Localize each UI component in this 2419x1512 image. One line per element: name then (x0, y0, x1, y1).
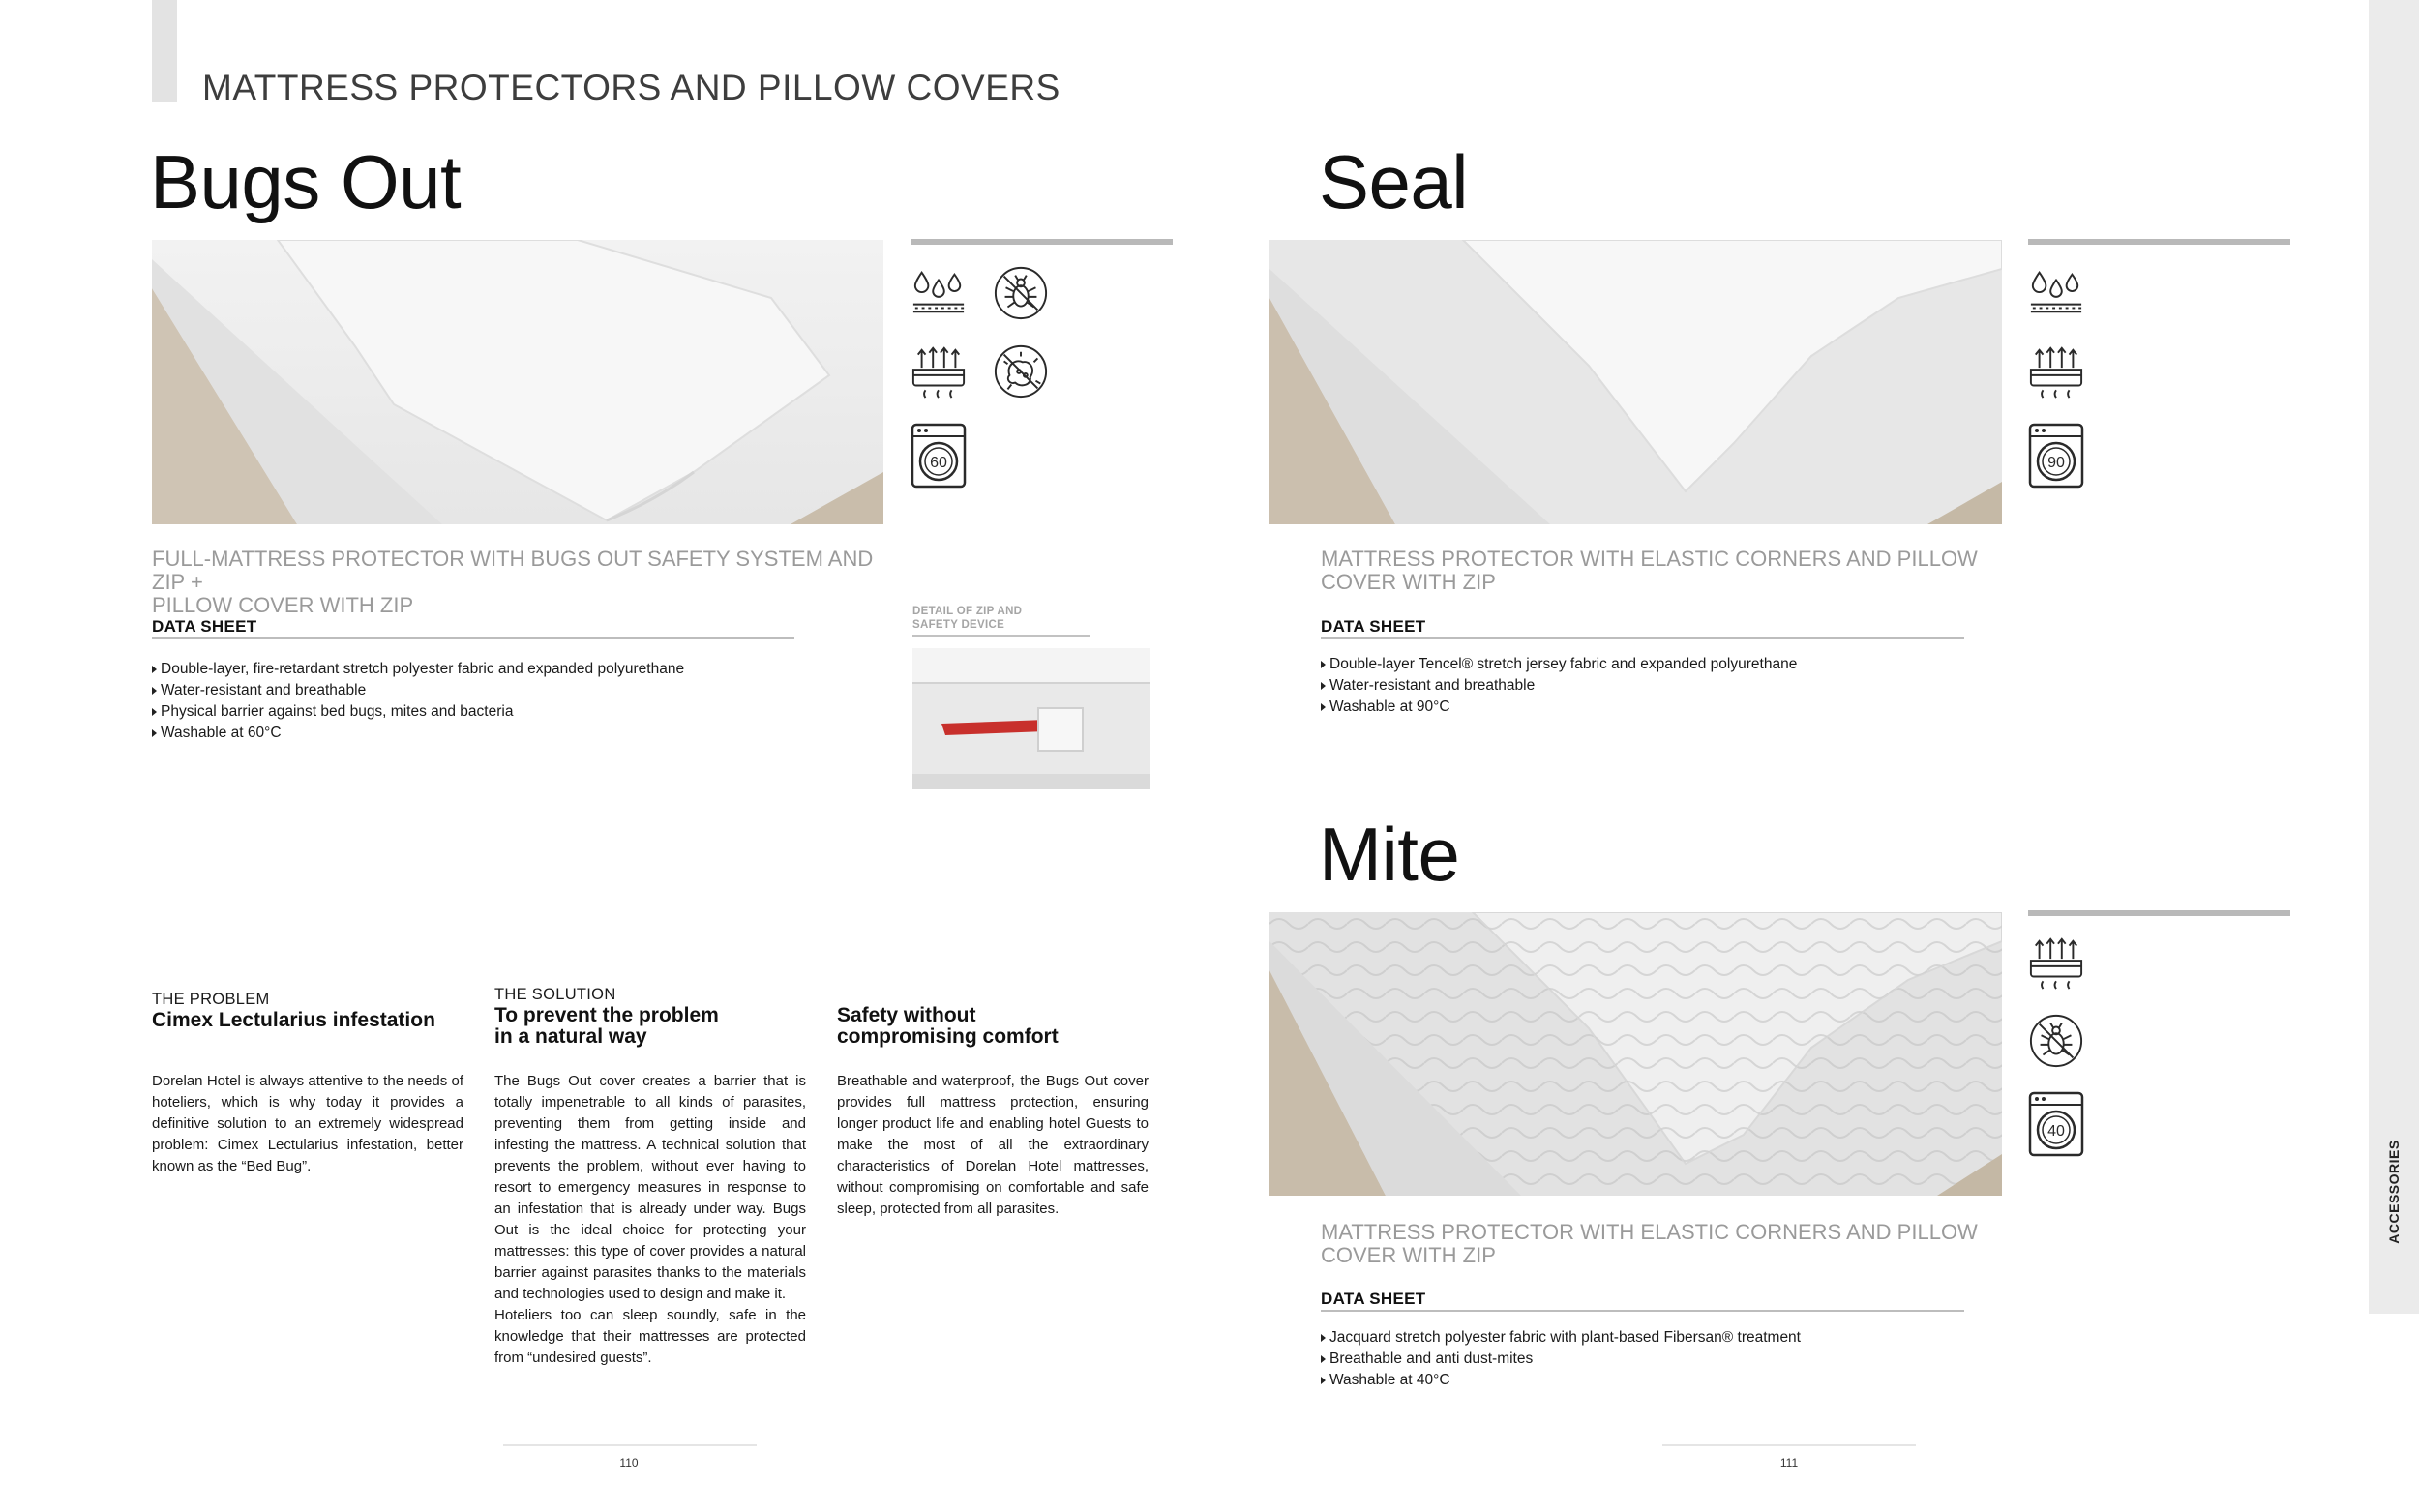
bugs-out-wash-temp: 60 (930, 455, 947, 471)
mite-icon-rule (2028, 910, 2290, 916)
page-number-left: 110 (619, 1456, 639, 1469)
list-item: Jacquard stretch polyester fabric with plant-based Fibersan® treatment (1321, 1327, 1801, 1349)
breathable-icon (2028, 934, 2084, 991)
seal-product-photo (1269, 240, 2002, 524)
problem-kicker: THE PROBLEM (152, 991, 270, 1008)
list-item: Physical barrier against bed bugs, mites and bacteria (152, 701, 684, 723)
washing-machine-icon (2028, 1091, 2084, 1157)
bugs-out-data-sheet-label: DATA SHEET (152, 617, 257, 636)
breathable-icon (911, 343, 967, 400)
mite-bullet-list (1321, 1327, 1801, 1391)
mite-data-sheet-rule (1321, 1310, 1964, 1312)
list-item: Double-layer Tencel® stretch jersey fabric and expanded polyurethane (1321, 654, 1797, 675)
section-title: MATTRESS PROTECTORS AND PILLOW COVERS (202, 68, 1060, 107)
mite-wash-temp: 40 (2047, 1123, 2065, 1140)
problem-body: Dorelan Hotel is always attentive to the needs of hoteliers, which is why today it provides a definitive solution to an extremely widespread problem: Cimex Lectularius infestation, better known as the “Bed Bug”. (152, 1073, 463, 1174)
anti-bedbug-icon (993, 265, 1049, 321)
waterproof-icon (911, 265, 967, 321)
list-item: Washable at 40°C (1321, 1370, 1801, 1391)
mite-subtitle: MATTRESS PROTECTOR WITH ELASTIC CORNERS AND PILLOW COVER WITH ZIP (1321, 1220, 1978, 1267)
side-tab-label: ACCESSORIES (2386, 1140, 2402, 1244)
waterproof-icon (2028, 265, 2084, 321)
list-item: Washable at 90°C (1321, 697, 1797, 718)
list-item: Breathable and anti dust-mites (1321, 1349, 1801, 1370)
page-number-right: 111 (1779, 1456, 1799, 1469)
seal-icon-rule (2028, 239, 2290, 245)
solution-kicker: THE SOLUTION (494, 986, 616, 1003)
detail-caption: DETAIL OF ZIP AND SAFETY DEVICE (912, 606, 1023, 631)
bugs-out-data-sheet-rule (152, 637, 794, 639)
list-item: Washable at 60°C (152, 723, 684, 744)
mite-title: Mite (1319, 812, 1460, 897)
washing-machine-icon (2028, 423, 2084, 489)
list-item: Double-layer, fire-retardant stretch polyester fabric and expanded polyurethane (152, 659, 684, 680)
safety-heading: Safety without compromising comfort (837, 1004, 1059, 1048)
seal-data-sheet-rule (1321, 637, 1964, 639)
breathable-icon (2028, 343, 2084, 400)
solution-body: The Bugs Out cover creates a barrier that is totally impenetrable to all kinds of parasites, preventing them from getting inside and infesting the mattress. A technical solution that prevents the problem, without ever having to resort to emergency measures in response to an infestation that is already under way. Bugs Out is the ideal choice for protecting your mattresses: this type of cover provides a natural barrier against parasites thanks to the materials and technologies used to design and make it. Hoteliers too can sleep soundly, safe in the knowledge that their mattresses are protected from “undesired guests”. (494, 1073, 806, 1366)
seal-title: Seal (1319, 139, 1469, 224)
seal-wash-temp: 90 (2047, 455, 2065, 471)
seal-bullet-list (1321, 654, 1797, 718)
washing-machine-icon (911, 423, 967, 489)
page-footer-rule-right (1662, 1444, 1916, 1446)
solution-heading: To prevent the problem in a natural way (494, 1004, 719, 1048)
list-item: Water-resistant and breathable (152, 680, 684, 701)
bugs-out-title: Bugs Out (150, 139, 462, 224)
safety-body: Breathable and waterproof, the Bugs Out cover provides full mattress protection, ensuring longer product life and enabling hotel Guests to make the most of all the extraordinary characteristics of Dorelan Hotel mattresses, without compromising on comfortable and safe sleep, protected from all parasites. (837, 1073, 1149, 1217)
header-accent-bar (152, 0, 177, 102)
anti-bacteria-icon (993, 343, 1049, 400)
bugs-out-icon-rule (911, 239, 1173, 245)
seal-data-sheet-label: DATA SHEET (1321, 617, 1426, 636)
bugs-out-bullet-list (152, 659, 684, 744)
bugs-out-subtitle: FULL-MATTRESS PROTECTOR WITH BUGS OUT SAFETY SYSTEM AND ZIP + PILLOW COVER WITH ZIP (152, 547, 874, 617)
mite-product-photo (1269, 912, 2002, 1196)
seal-subtitle: MATTRESS PROTECTOR WITH ELASTIC CORNERS AND PILLOW COVER WITH ZIP (1321, 547, 1978, 594)
list-item: Water-resistant and breathable (1321, 675, 1797, 697)
zip-detail-photo (912, 648, 1150, 789)
side-tab[interactable] (2369, 0, 2419, 1314)
detail-caption-rule (912, 635, 1090, 637)
anti-bedbug-icon (2028, 1013, 2084, 1069)
bugs-out-product-photo (152, 240, 883, 524)
page-footer-rule-left (503, 1444, 757, 1446)
problem-heading: Cimex Lectularius infestation (152, 1009, 435, 1031)
mite-data-sheet-label: DATA SHEET (1321, 1290, 1426, 1308)
